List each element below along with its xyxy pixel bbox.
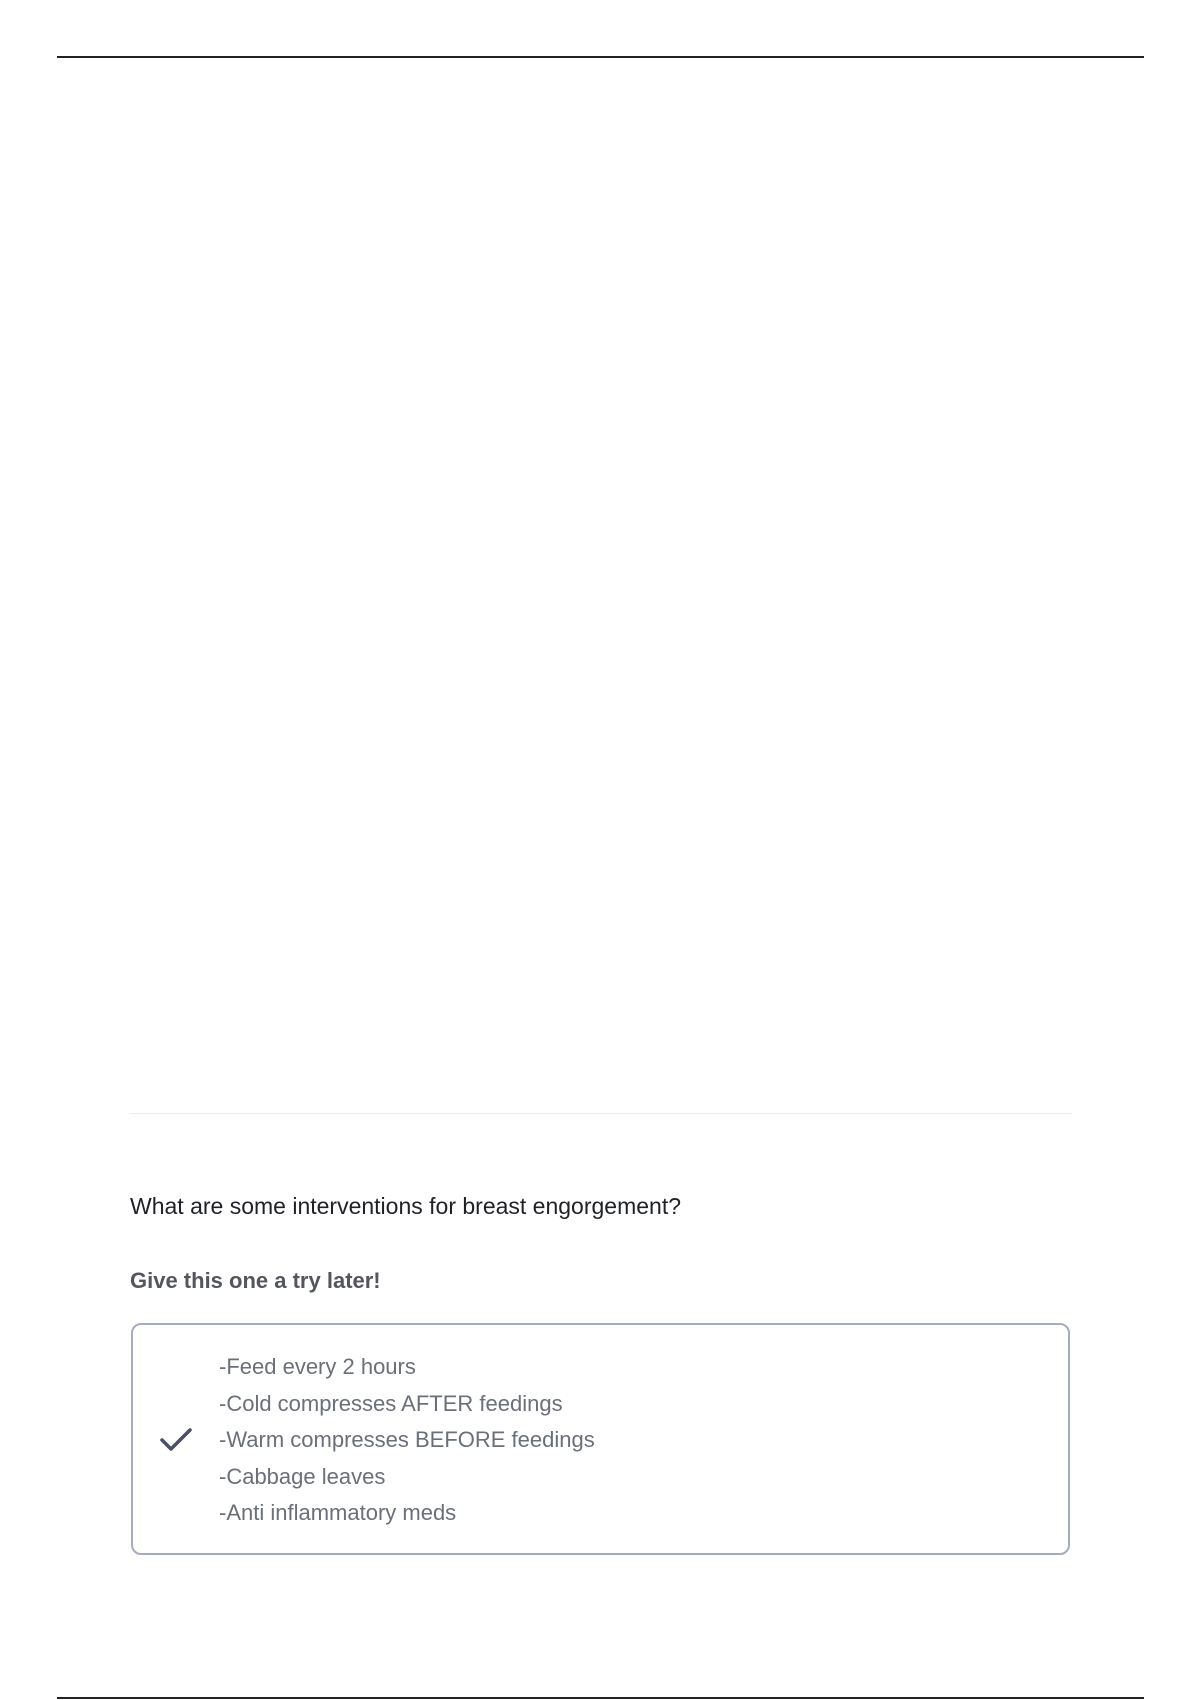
answer-line: -Warm compresses BEFORE feedings [219,1427,595,1452]
answer-card[interactable] [131,1323,1070,1555]
answer-list [219,1349,595,1532]
section-divider [130,1113,1072,1114]
status-message: Give this one a try later! [130,1268,381,1293]
check-icon [159,1427,193,1453]
answer-line: -Cabbage leaves [219,1463,386,1489]
page-bottom-rule [57,1697,1144,1699]
page-top-rule [57,56,1144,58]
question-text: What are some interventions for breast engorgement? [130,1193,682,1219]
answer-line: -Feed every 2 hours [219,1354,416,1379]
answer-line: -Anti inflammatory meds [219,1500,457,1525]
answer-line: -Cold compresses AFTER feedings [219,1390,563,1416]
